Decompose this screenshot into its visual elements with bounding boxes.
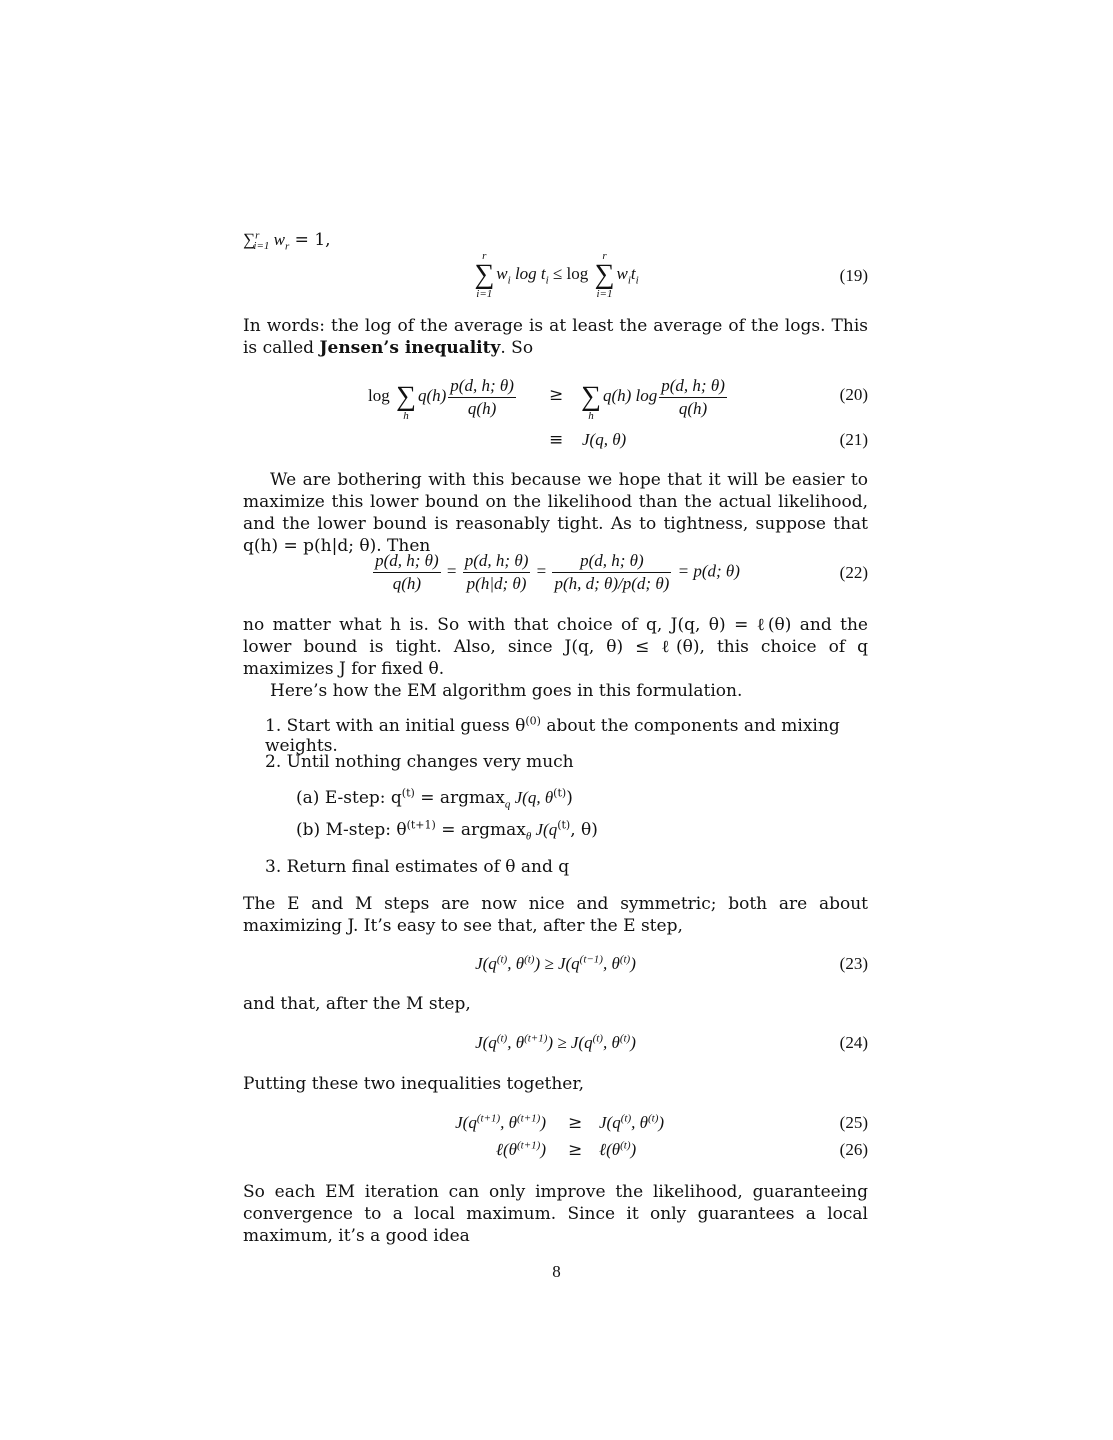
- step-2b-sup: (t+1): [406, 818, 436, 832]
- step-2b-label: (b): [296, 820, 321, 840]
- step-1-sup: (0): [525, 714, 541, 728]
- eq19-rwsub: i: [627, 274, 631, 287]
- sum-symbol: ∑: [243, 230, 256, 249]
- sum2-sign: ∑: [594, 259, 615, 290]
- step-2a: [296, 786, 573, 811]
- step-2-label: 2.: [265, 752, 282, 772]
- eq26-e: (t): [620, 1139, 631, 1152]
- intro-sub: i=1: [253, 240, 270, 253]
- eq24-a: J(q: [475, 1033, 497, 1052]
- jensen-bold: Jensen’s inequality: [319, 338, 501, 358]
- p1-text: In words: the log of the average is at least the average of the logs. This is called: [243, 316, 868, 358]
- step-2a-sup2: (t): [553, 786, 567, 800]
- eq22-f2n: p(d, h; θ): [463, 550, 531, 573]
- eq25-f: J(q: [599, 1113, 621, 1132]
- eq20-sumlim: h: [403, 410, 409, 422]
- paragraph-4: [243, 680, 868, 702]
- step-1: [265, 716, 868, 756]
- step-3-text: Return final estimates of θ and q: [286, 857, 570, 877]
- paragraph-6: [243, 993, 868, 1015]
- eq20-sum: ∑: [395, 381, 416, 412]
- step-1-tail: about the components and mixing weights.: [265, 716, 840, 756]
- eq26-rel: ≥: [568, 1140, 583, 1160]
- intro-line: [243, 229, 868, 251]
- eq19-rtsub: i: [635, 274, 639, 287]
- step-3: [265, 857, 569, 877]
- eq26-b: (t+1): [517, 1139, 541, 1152]
- eq19-rel: ≤ log: [548, 263, 593, 283]
- eq-number-21: (21): [839, 430, 868, 449]
- eq20-rsum: ∑: [581, 381, 601, 412]
- eq23-e: ) ≥ J(q: [534, 954, 580, 973]
- eq24-b: (t): [496, 1032, 508, 1045]
- step-1-label: 1.: [265, 716, 282, 736]
- eq26-c: ): [540, 1140, 546, 1159]
- eq19-wsub: i: [507, 274, 511, 287]
- eq-number-26: (26): [839, 1140, 868, 1159]
- eq-number-25: (25): [839, 1113, 868, 1132]
- eq24-f: (t): [592, 1032, 603, 1045]
- eq20-den: q(h): [467, 398, 497, 418]
- p7-text: Putting these two inequalities together,: [243, 1074, 585, 1094]
- eq25-h: , θ: [631, 1113, 648, 1132]
- eq26-d: ℓ(θ: [599, 1140, 621, 1159]
- eq20-rel: ≥: [549, 385, 564, 405]
- eq26-a: ℓ(θ: [495, 1140, 518, 1159]
- step-2a-close: ): [566, 788, 573, 808]
- step-2a-j: J(q, θ: [510, 788, 554, 807]
- eq20-q: q(h): [417, 385, 447, 405]
- step-2a-text: E-step: q: [324, 788, 402, 808]
- step-2b-argmax: = argmax: [435, 820, 526, 840]
- sum-sign: ∑: [474, 259, 495, 290]
- eq23-g: , θ: [602, 954, 620, 973]
- eq23-i: ): [630, 954, 636, 973]
- eq22-f1d: q(h): [392, 574, 422, 593]
- p4-text: Here’s how the EM algorithm goes in this formulation.: [270, 681, 743, 701]
- equation-23: [243, 954, 868, 978]
- step-3-label: 3.: [265, 857, 282, 877]
- p6-text: and that, after the M step,: [243, 994, 471, 1014]
- step-2b-close: , θ): [570, 820, 598, 840]
- eq23-f: (t−1): [579, 953, 603, 966]
- eq23-h: (t): [619, 953, 631, 966]
- step-2b-sup2: (t): [557, 818, 571, 832]
- intro-w: w: [269, 230, 285, 249]
- step-2a-argmax: = argmax: [414, 788, 505, 808]
- equation-26: [243, 1140, 868, 1164]
- paragraph-3: [243, 614, 868, 680]
- eq24-h: (t): [619, 1032, 631, 1045]
- eq24-i: ): [630, 1033, 636, 1052]
- eq25-g: (t): [620, 1112, 632, 1125]
- p8-text: So each EM iteration can only improve the likelihood, guaranteeing convergence to a local maximum. Since it only guarantees a local maximum, it’s a good idea: [243, 1182, 868, 1246]
- eq23-c: , θ: [507, 954, 525, 973]
- eq22-tail: = p(d; θ): [677, 561, 740, 581]
- step-2a-sub: q: [504, 798, 511, 811]
- sum2-lower: i=1: [596, 288, 613, 300]
- step-1-text: Start with an initial guess θ: [286, 716, 526, 736]
- eq25-i: (t): [647, 1112, 659, 1125]
- equation-20: [243, 372, 868, 424]
- eq22-eq2: =: [536, 561, 547, 581]
- eq21-rhs: J(q, θ): [582, 430, 627, 449]
- eq25-rel: ≥: [568, 1113, 583, 1133]
- page-number: 8: [552, 1262, 561, 1281]
- p3-text: no matter what h is. So with that choice of q, J(q, θ) = ℓ(θ) and the lower bound is tight. Also, since J(q, θ) ≤ ℓ(θ), this choice of q maximizes J for fixed θ.: [243, 615, 868, 679]
- sum2-upper: r: [602, 250, 607, 262]
- eq22-f2d: p(h|d; θ): [466, 574, 527, 593]
- eq22-f1n: p(d, h; θ): [373, 550, 441, 573]
- equation-21: [243, 430, 868, 452]
- eq20-rden: q(h): [678, 398, 708, 418]
- eq23-a: J(q: [475, 954, 497, 973]
- eq-number-24: (24): [839, 1033, 868, 1052]
- eq-number-23: (23): [839, 954, 868, 973]
- eq25-c: , θ: [500, 1113, 518, 1132]
- step-2a-sup: (t): [401, 786, 415, 800]
- equation-24: [243, 1033, 868, 1057]
- paragraph-1: [243, 315, 868, 359]
- eq20-log: log: [368, 385, 390, 405]
- eq-number-19: (19): [839, 266, 868, 285]
- step-2b: [296, 818, 598, 843]
- intro-sup: r: [255, 229, 260, 242]
- eq-number-20: (20): [839, 385, 868, 404]
- eq26-f: ): [630, 1140, 637, 1159]
- eq22-eq1: =: [446, 561, 457, 581]
- eq20-rsumlim: h: [588, 410, 594, 422]
- eq25-a: J(q: [455, 1113, 477, 1132]
- eq19-rw: w: [616, 263, 628, 283]
- eq25-d: (t+1): [517, 1112, 541, 1125]
- eq24-g: , θ: [602, 1033, 620, 1052]
- sum-upper: r: [482, 250, 487, 262]
- p5-text: The E and M steps are now nice and symmetric; both are about maximizing J. It’s easy to see that, after the E step,: [243, 894, 868, 936]
- paragraph-2: [243, 469, 868, 557]
- eq21-rel: ≡: [549, 430, 564, 450]
- p1-tail: . So: [500, 338, 534, 358]
- sum-lower: i=1: [476, 288, 493, 300]
- eq24-d: (t+1): [524, 1032, 548, 1045]
- step-2: [265, 752, 574, 772]
- step-2-text: Until nothing changes very much: [286, 752, 574, 772]
- step-2b-j: J(q: [531, 820, 558, 839]
- step-2a-label: (a): [296, 788, 320, 808]
- eq25-b: (t+1): [476, 1112, 501, 1125]
- eq23-d: (t): [524, 953, 535, 966]
- eq19-w: w: [496, 263, 508, 283]
- eq20-rnum: p(d, h; θ): [659, 375, 727, 398]
- step-2b-sub: θ: [525, 830, 532, 843]
- equation-22: [243, 550, 868, 598]
- eq24-e: ) ≥ J(q: [547, 1033, 593, 1052]
- eq19-logt: log t: [510, 263, 546, 283]
- eq22-f3d: p(h, d; θ)/p(d; θ): [554, 574, 670, 593]
- eq22-f3n: p(d, h; θ): [552, 550, 671, 573]
- eq24-c: , θ: [507, 1033, 525, 1052]
- p2-text: We are bothering with this because we hope that it will be easier to maximize this lower bound on the likelihood than the actual likelihood, and the lower bound is reasonably tight. As to tightness, suppose that q(h) = p(h|d; θ). Then: [243, 470, 868, 556]
- equation-25: [243, 1113, 868, 1137]
- paragraph-8: [243, 1181, 868, 1247]
- intro-wsub: r: [284, 240, 290, 253]
- step-2b-text: M-step: θ: [325, 820, 407, 840]
- paragraph-5: [243, 893, 868, 937]
- paragraph-7: [243, 1073, 868, 1095]
- eq25-j: ): [658, 1113, 665, 1132]
- intro-eq: = 1,: [289, 230, 331, 250]
- eq19-tsub: i: [545, 274, 549, 287]
- eq-number-22: (22): [839, 563, 868, 582]
- eq19-rt: t: [630, 263, 636, 283]
- eq23-b: (t): [496, 953, 508, 966]
- eq25-e: ): [540, 1113, 546, 1132]
- equation-19: [243, 250, 868, 306]
- eq20-num: p(d, h; θ): [448, 375, 516, 398]
- eq20-rq: q(h) log: [602, 385, 658, 405]
